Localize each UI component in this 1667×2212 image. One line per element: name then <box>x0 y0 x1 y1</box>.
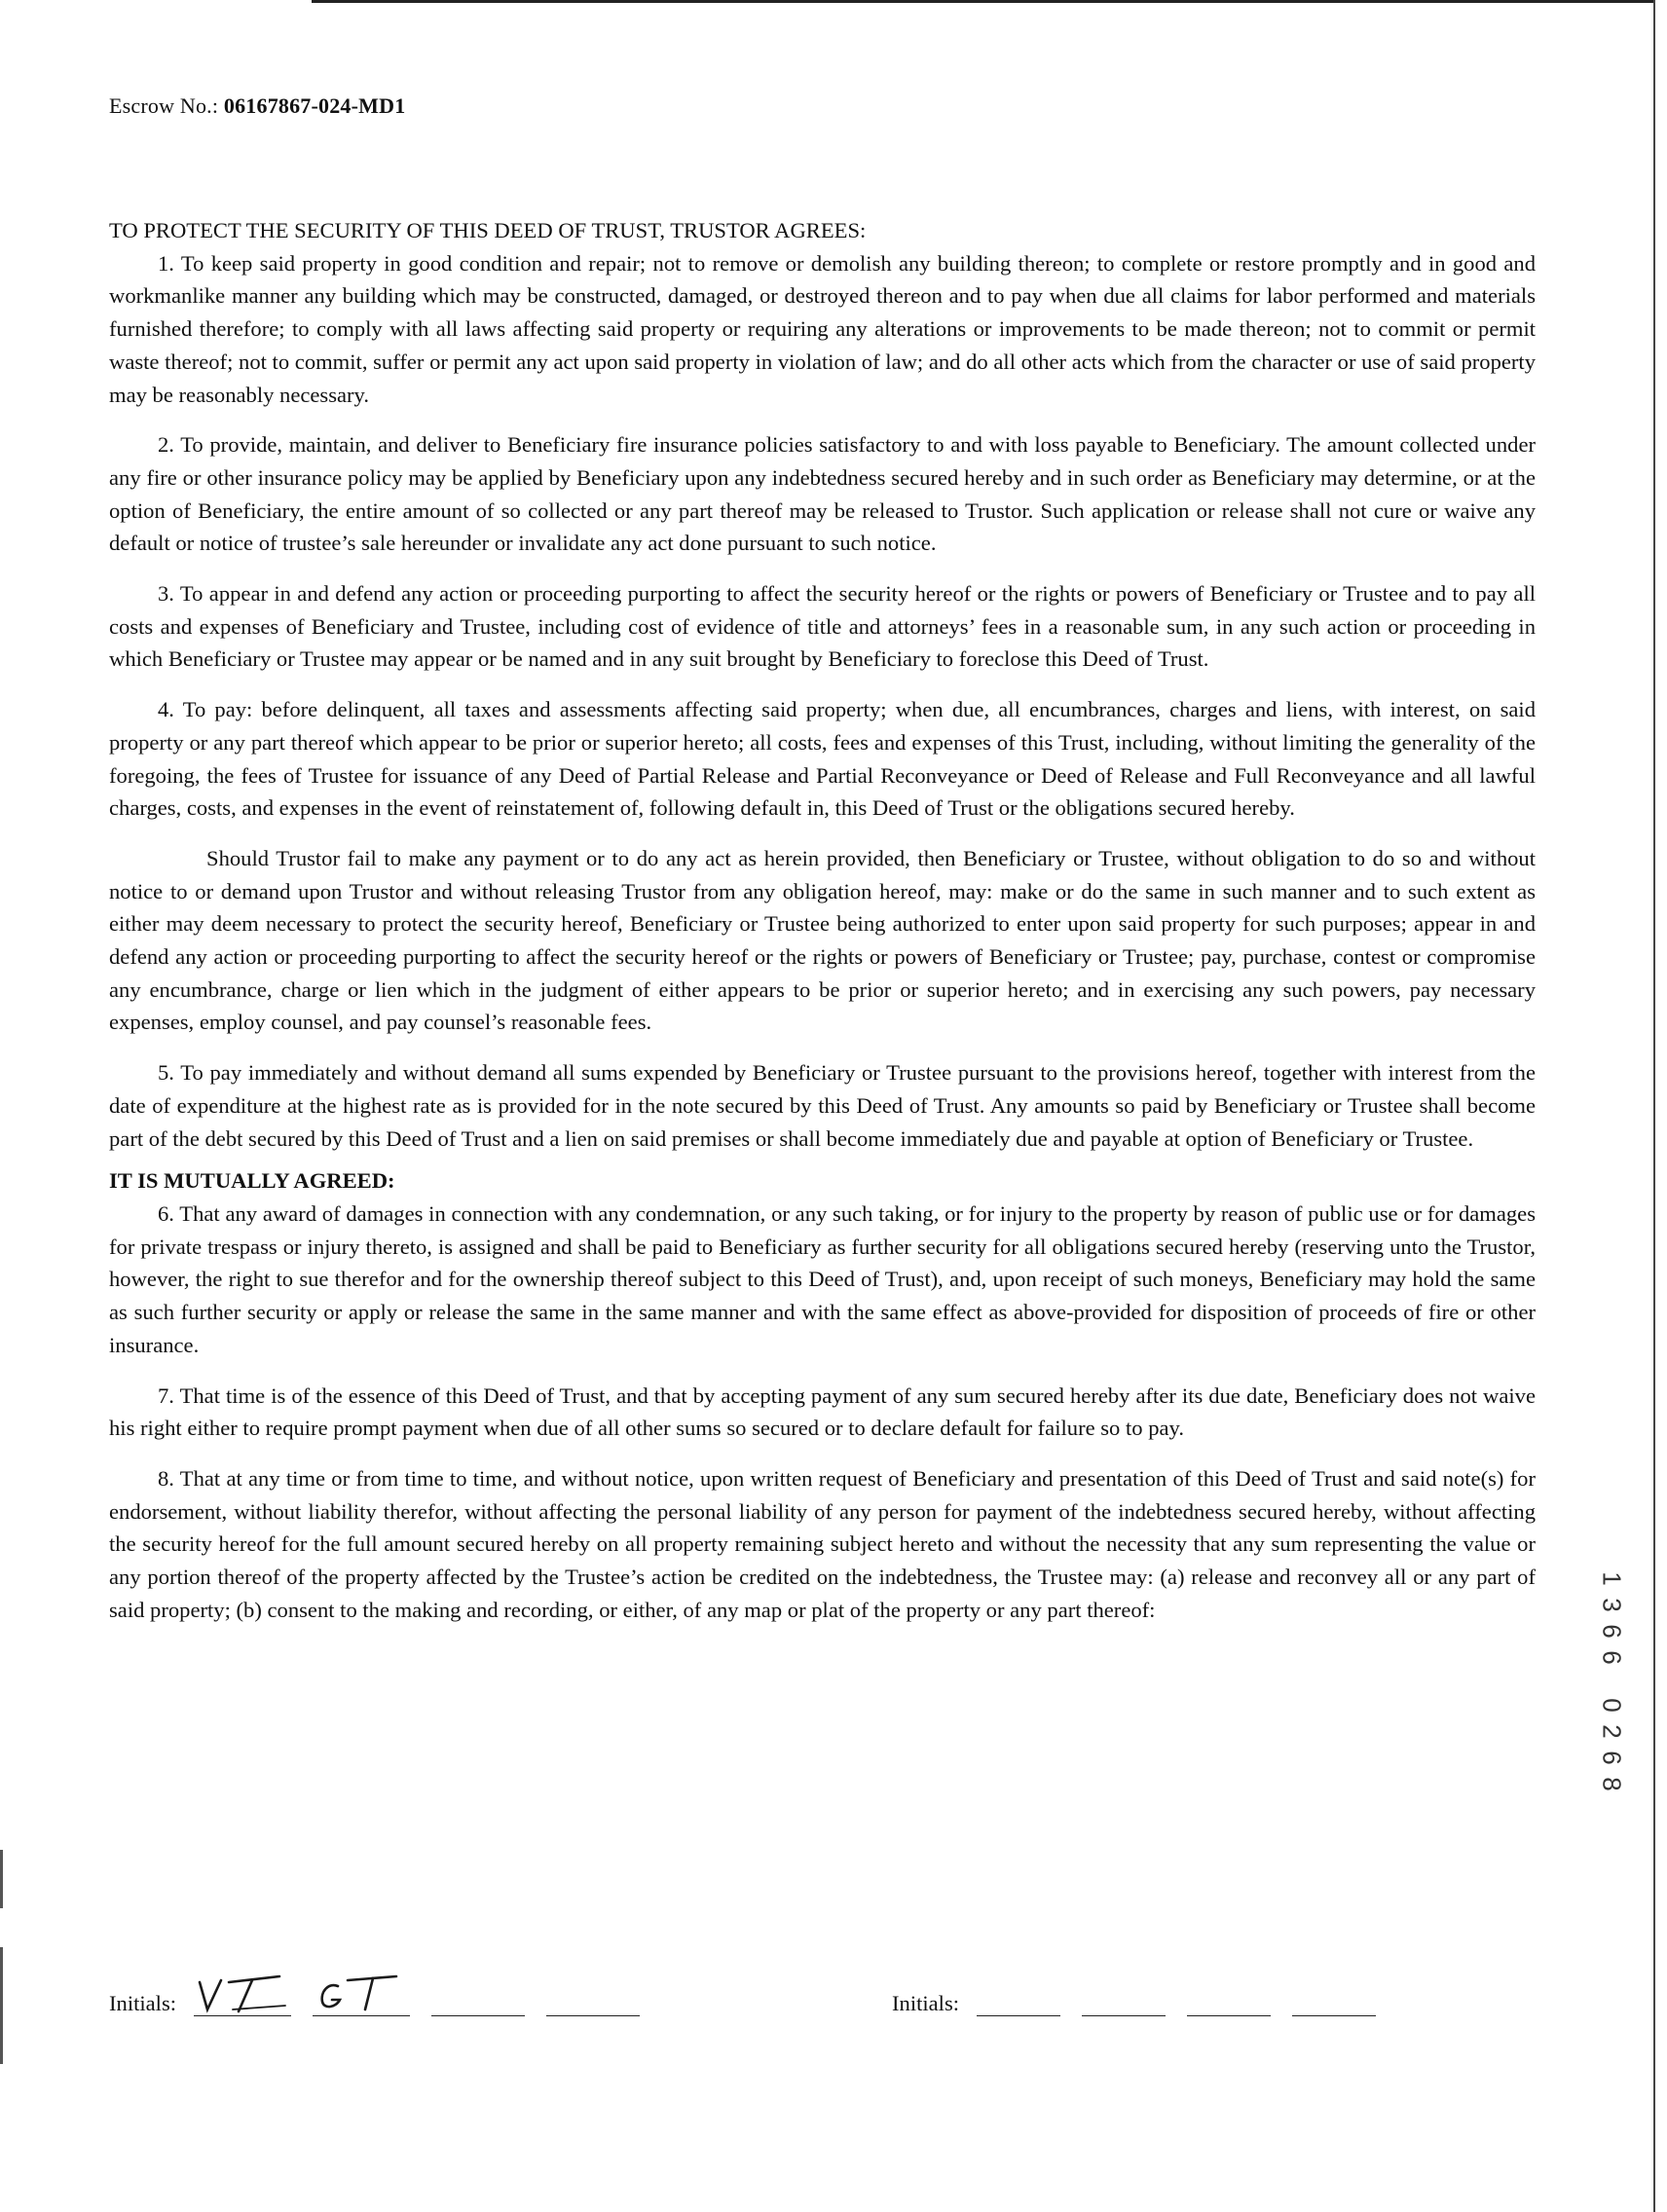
stamp-glyph: 8 <box>1597 1777 1627 1791</box>
clause-8: 8. That at any time or from time to time, and without notice, upon written request of Beneficiary and presentation of this Deed of Trust and said note(s) for endorsement, without liability therefor, without affecting the personal liability of any person for payment of the indebtedness secured hereby, without affecting the security hereof for the full amount secured hereby on all property remaining subject hereto and without the necessity that any sum representing the value or any portion thereof of the property affected by the Trustee’s action be credited on the indebtedness, the Trustee may: (a) release and reconvey all or any part of said property; (b) consent to the making and recording, or either, of any map or plat of the property or any part thereof: <box>109 1465 1536 1622</box>
initials-blank-2[interactable] <box>1082 1986 1166 2016</box>
handwritten-initials-gt <box>313 1972 410 2015</box>
handwritten-initials-vt <box>194 1972 291 2015</box>
clause-7: 7. That time is of the essence of this Deed of Trust, and that by accepting payment of any sum secured hereby after its due date, Beneficiary does not waive his right either to require prompt payment when due of all other sums so secured or to declare default for failure so to pay. <box>109 1382 1536 1441</box>
top-border-line <box>312 0 1655 3</box>
section-heading-mutually-agreed: IT IS MUTUALLY AGREED: <box>109 1168 395 1194</box>
clause-4-failure-provision: Should Trustor fail to make any payment or to do any act as herein provided, then Beneficiary or Trustee, without obligation to do so and without notice to or demand upon Trustor and without releasing Trustor from any obligation hereof, may: make or do the same in such manner and to such extent as either may deem necessary to protect the security hereof, Beneficiary or Trustee being authorized to enter upon said property for such purposes; appear in and defend any action or proceeding purporting to affect the security hereof or the rights or powers of Beneficiary or Trustee; pay, purchase, contest or compromise any encumbrance, charge or lien which in the judgment of either appears to be prior or superior hereto; and in exercising any such powers, pay necessary expenses, employ counsel, and pay counsel’s reasonable fees. <box>109 845 1536 1035</box>
initials-label: Initials: <box>109 1991 177 2015</box>
clause-6: 6. That any award of damages in connection with any condemnation, or any such taking, or for injury to the property by reason of public use or for damages for private trespass or injury thereto, is assigned and shall be paid to Beneficiary as further security for all obligations secured hereby (reserving unto the Trustor, however, the right to sue therefor and for the ownership thereof subject to this Deed of Trust), and, upon receipt of such moneys, Beneficiary may hold the same as such further security or apply or release the same in the same manner and with the same effect as above-provided for disposition of proceeds of fire or other insurance. <box>109 1200 1536 1357</box>
section-heading-trustor-agrees: TO PROTECT THE SECURITY OF THIS DEED OF TRUST, TRUSTOR AGREES: <box>109 218 867 242</box>
clause-5: 5. To pay immediately and without demand all sums expended by Beneficiary or Trustee pursuant to the provisions hereof, together with interest from the date of expenditure at the highest rate as is provided for in the note secured by this Deed of Trust. Any amounts so paid by Beneficiary or Trustee shall become part of the debt secured by this Deed of Trust and a lien on said premises or shall become immediately due and payable at option of Beneficiary or Trustee. <box>109 1060 1536 1151</box>
recording-stamp-text <box>1597 1566 1626 1797</box>
stamp-glyph: 6 <box>1597 1751 1627 1765</box>
initials-blank-3[interactable] <box>1187 1986 1271 2016</box>
stamp-glyph: 6 <box>1597 1650 1627 1665</box>
initials-blank-4[interactable] <box>1292 1986 1376 2016</box>
beneficiary-initials-block <box>892 1986 1397 2016</box>
stamp-glyph: 2 <box>1597 1724 1627 1739</box>
stamp-glyph: 1 <box>1597 1571 1627 1586</box>
recording-stamp-vertical <box>1597 1566 1626 1797</box>
left-edge-mark <box>0 1850 3 1908</box>
right-border-line <box>1653 0 1655 2212</box>
stamp-glyph: 0 <box>1597 1698 1627 1713</box>
trustor-initials-block <box>109 1986 661 2016</box>
stamp-glyph: 6 <box>1597 1624 1627 1639</box>
initials-signature-2 <box>313 1986 410 2016</box>
escrow-label: Escrow No.: <box>109 93 219 118</box>
escrow-number: 06167867-024-MD1 <box>223 93 406 118</box>
initials-blank-3[interactable] <box>431 1986 525 2016</box>
initials-blank-1[interactable] <box>977 1986 1060 2016</box>
clause-2: 2. To provide, maintain, and deliver to Beneficiary fire insurance policies satisfactory to and with loss payable to Beneficiary. The amount collected under any fire or other insurance policy may be applied by Beneficiary upon any indebtedness secured hereby and in such order as Beneficiary may determine, or at the option of Beneficiary, the entire amount of so collected or any part thereof may be released to Trustor. Such application or release shall not cure or waive any default or notice of trustee’s sale hereunder or invalidate any act done pursuant to such notice. <box>109 432 1536 556</box>
deed-body <box>109 214 1536 1626</box>
initials-label: Initials: <box>892 1991 960 2015</box>
escrow-number-line <box>109 93 405 119</box>
initials-signature-1 <box>194 1986 291 2016</box>
clause-4: 4. To pay: before delinquent, all taxes and assessments affecting said property; when due, all encumbrances, charges and liens, with interest, on said property or any part thereof which appear to be prior or superior hereto; all costs, fees and expenses of this Trust, including, without limiting the generality of the foregoing, the fees of Trustee for issuance of any Deed of Partial Release and Partial Reconveyance or Deed of Release and Full Reconveyance and all lawful charges, costs, and expenses in the event of reinstatement of, following default in, this Deed of Trust or the obligations secured hereby. <box>109 697 1536 821</box>
left-edge-mark <box>0 1947 3 2064</box>
clause-1: 1. To keep said property in good condition and repair; not to remove or demolish any building thereon; to complete or restore promptly and in good and workmanlike manner any building which may be constructed, damaged, or destroyed thereon and to pay when due all claims for labor performed and materials furnished therefore; to comply with all laws affecting said property or requiring any alterations or improvements to be made thereon; not to commit or permit waste thereof; not to commit, suffer or permit any act upon said property in violation of law; and do all other acts which from the character or use of said property may be reasonably necessary. <box>109 250 1536 407</box>
initials-blank-4[interactable] <box>546 1986 640 2016</box>
clause-3: 3. To appear in and defend any action or proceeding purporting to affect the security hereof or the rights or powers of Beneficiary or Trustee and to pay all costs and expenses of Beneficiary and Trustee, including cost of evidence of title and attorneys’ fees in a reasonable sum, in any such action or proceeding in which Beneficiary or Trustee may appear or be named and in any suit brought by Beneficiary to foreclose this Deed of Trust. <box>109 581 1536 672</box>
stamp-glyph: 3 <box>1597 1598 1627 1612</box>
